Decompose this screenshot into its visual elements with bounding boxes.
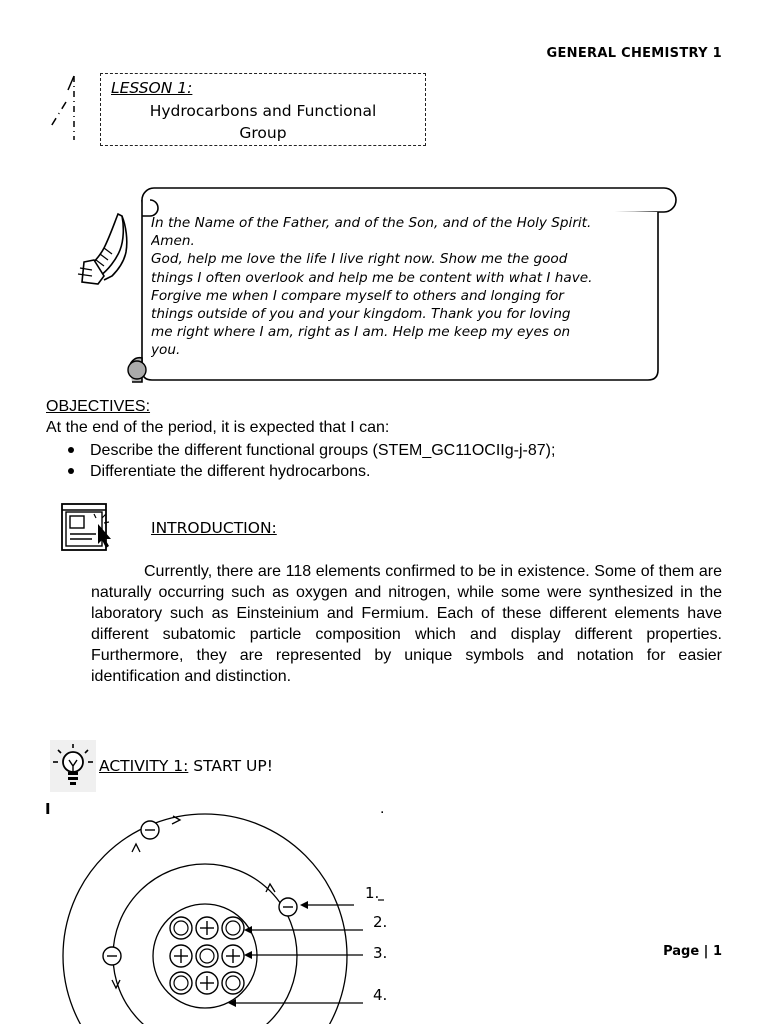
prayer-line: Amen. (151, 233, 195, 250)
introduction-heading: INTRODUCTION: (151, 519, 277, 537)
introduction-text: Currently, there are 118 elements confirmed to be in existence. Some of them are naturally occurring such as oxygen and nitrogen, while some were synthesized in the laboratory such as Einsteinium and Fermium. Each of these different elements have different subatomic particle composition which and display different properties. Furthermore, they are represented by unique symbols and notation for easier identification and distinction. (91, 563, 722, 685)
label-pointer-4 (228, 999, 363, 1007)
lesson-decoration (44, 72, 84, 142)
prayer-text (151, 214, 651, 366)
prayer-line: In the Name of the Father, and of the Son, and of the Holy Spirit. (151, 215, 592, 231)
proton (170, 945, 192, 967)
activity-heading (99, 757, 273, 775)
objectives-list (66, 440, 555, 482)
neutron (196, 945, 218, 967)
lesson-label: LESSON 1: (111, 79, 193, 97)
lesson-title-box (100, 73, 426, 146)
atom-label-4: 4. (373, 986, 388, 1004)
neutron (222, 972, 244, 994)
atom-diagram (60, 810, 400, 1024)
prayer-line: me right where I am, right as I am. Help me keep my eyes on (151, 324, 571, 341)
proton (222, 945, 244, 967)
activity-label: ACTIVITY 1: (99, 757, 189, 775)
lightbulb-icon (50, 740, 96, 792)
neutron (222, 917, 244, 939)
label-pointer-3 (244, 951, 363, 959)
neutron (170, 917, 192, 939)
activity-instruction-fragment: I (45, 800, 51, 818)
activity-instruction-end: . (380, 800, 385, 817)
prayer-line: Forgive me when I compare myself to others and longing for (151, 287, 564, 304)
objective-item: Differentiate the different hydrocarbons. (66, 461, 555, 482)
objectives-heading: OBJECTIVES: (46, 398, 151, 415)
electron-1 (141, 821, 159, 839)
objective-item: Describe the different functional groups (STEM_GC11OCIIg-j-87); (66, 440, 555, 461)
atom-label-1: 1. (365, 884, 380, 902)
document-subject-header: GENERAL CHEMISTRY 1 (546, 46, 722, 61)
proton (196, 972, 218, 994)
activity-title: START UP! (193, 757, 273, 775)
prayer-line: God, help me love the life I live right now. Show me the good (151, 251, 568, 268)
lesson-title (101, 100, 425, 144)
computer-screen-icon (60, 502, 118, 554)
electron-2 (279, 898, 297, 916)
prayer-line: you. (151, 342, 181, 359)
page-number: Page | 1 (663, 944, 722, 959)
lesson-title-line-2: Group (239, 124, 287, 142)
lesson-title-line-1: Hydrocarbons and Functional (149, 102, 377, 120)
label-pointer-1 (300, 901, 354, 909)
prayer-line: things outside of you and your kingdom. Thank you for loving (151, 306, 571, 323)
objectives-intro: At the end of the period, it is expected that I can: (46, 419, 390, 436)
prayer-line: things I often overlook and help me be content with what I have. (151, 269, 593, 286)
electron-3 (103, 947, 121, 965)
proton (196, 917, 218, 939)
atom-label-2: 2. (373, 913, 388, 931)
neutron (170, 972, 192, 994)
atom-label-3: 3. (373, 944, 388, 962)
